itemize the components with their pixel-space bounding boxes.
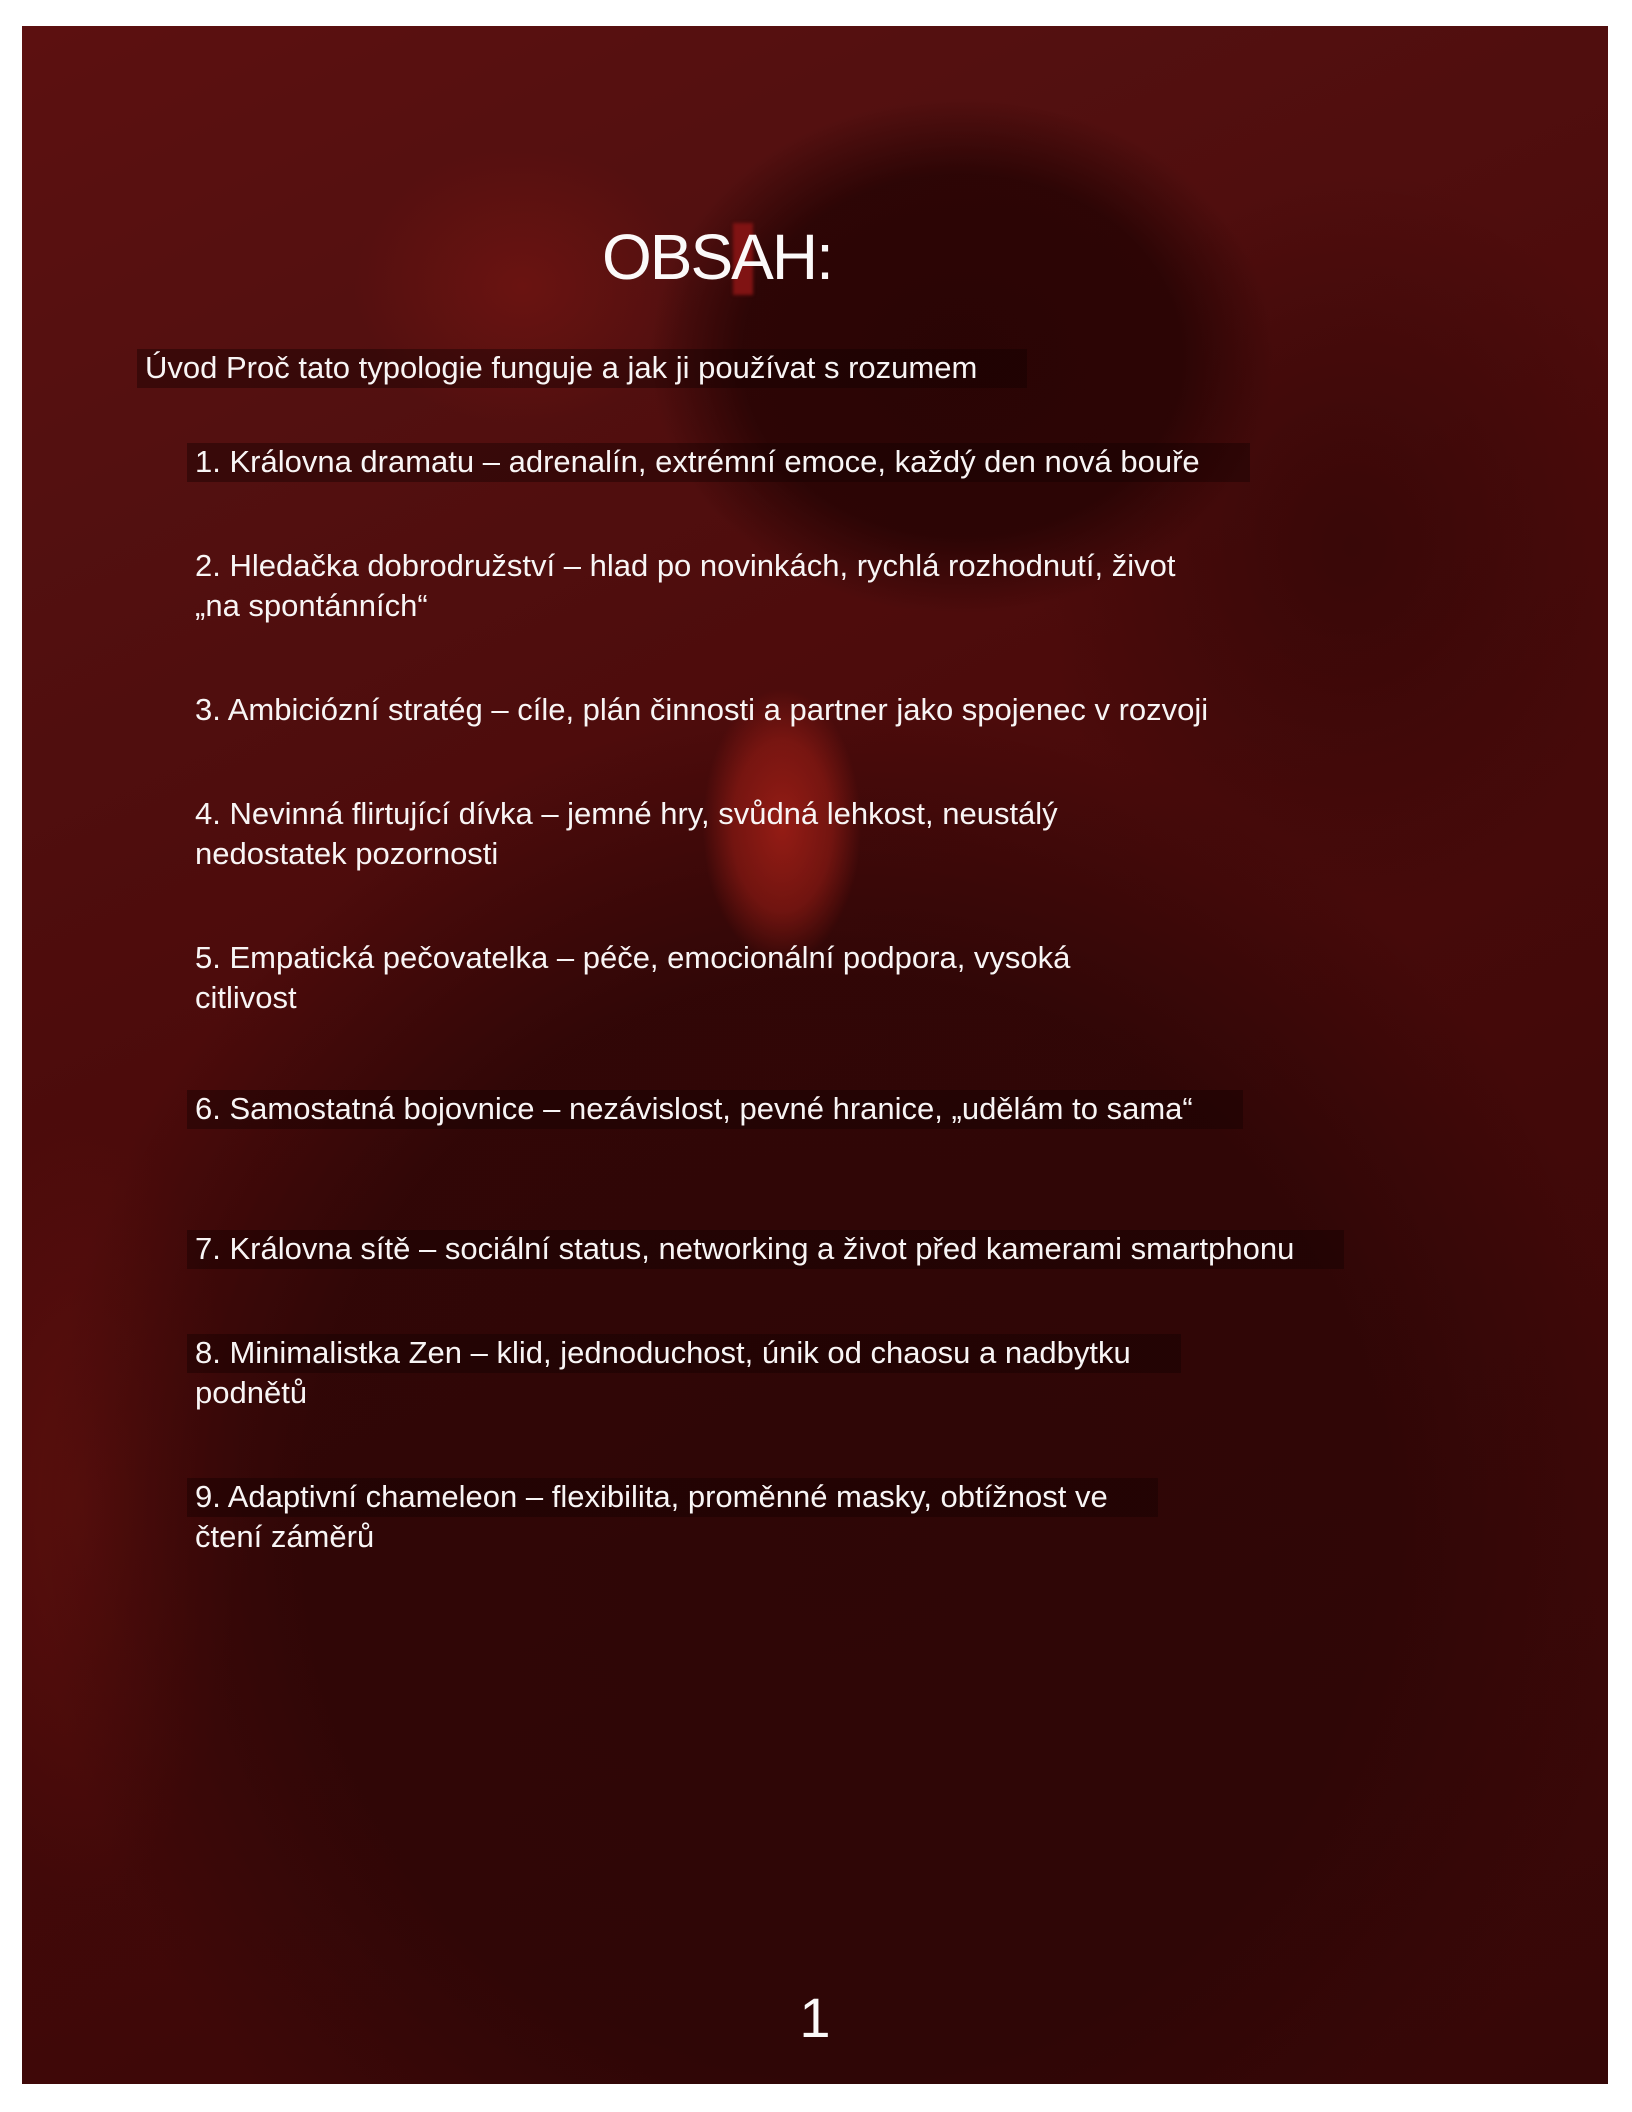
toc-item-line: 9. Adaptivní chameleon – flexibilita, proměnné masky, obtížnost ve <box>195 1477 1344 1517</box>
toc-item-line: 1. Královna dramatu – adrenalín, extrémní emoce, každý den nová bouře <box>195 442 1344 482</box>
toc-item-line: citlivost <box>195 980 297 1015</box>
toc-item-line: 8. Minimalistka Zen – klid, jednoduchost, únik od chaosu a nadbytku <box>195 1333 1344 1373</box>
toc-item-line: podnětů <box>195 1375 308 1410</box>
toc-intro-text: Úvod Proč tato typologie funguje a jak ji používat s rozumem <box>137 349 1027 388</box>
toc-item <box>195 442 1344 482</box>
toc-item-line: čtení záměrů <box>195 1519 375 1554</box>
toc-item-line: 2. Hledačka dobrodružství – hlad po novinkách, rychlá rozhodnutí, život <box>195 548 1176 583</box>
toc-list <box>195 442 1344 1557</box>
toc-intro <box>145 348 1027 388</box>
toc-item <box>195 794 1344 874</box>
toc-item <box>195 1089 1344 1129</box>
toc-item-line: „na spontánních“ <box>195 588 428 623</box>
page-sheet <box>22 26 1608 2084</box>
toc-item-line: 7. Královna sítě – sociální status, networking a život před kamerami smartphonu <box>195 1229 1344 1269</box>
toc-item-line: 5. Empatická pečovatelka – péče, emocionální podpora, vysoká <box>195 940 1071 975</box>
page-title: OBSAH: <box>602 221 832 293</box>
toc-item <box>195 690 1344 730</box>
toc-item-line: nedostatek pozornosti <box>195 836 499 871</box>
toc-item <box>195 1333 1344 1413</box>
toc-item <box>195 1229 1344 1269</box>
toc-item-line: 4. Nevinná flirtující dívka – jemné hry, svůdná lehkost, neustálý <box>195 796 1058 831</box>
page-number: 1 <box>799 1986 831 2049</box>
toc-item <box>195 1477 1344 1557</box>
toc-item-line: 3. Ambiciózní stratég – cíle, plán činnosti a partner jako spojenec v rozvoji <box>195 692 1209 727</box>
toc-item <box>195 546 1344 626</box>
toc-item-line: 6. Samostatná bojovnice – nezávislost, pevné hranice, „udělám to sama“ <box>195 1089 1344 1129</box>
toc-item <box>195 938 1344 1018</box>
